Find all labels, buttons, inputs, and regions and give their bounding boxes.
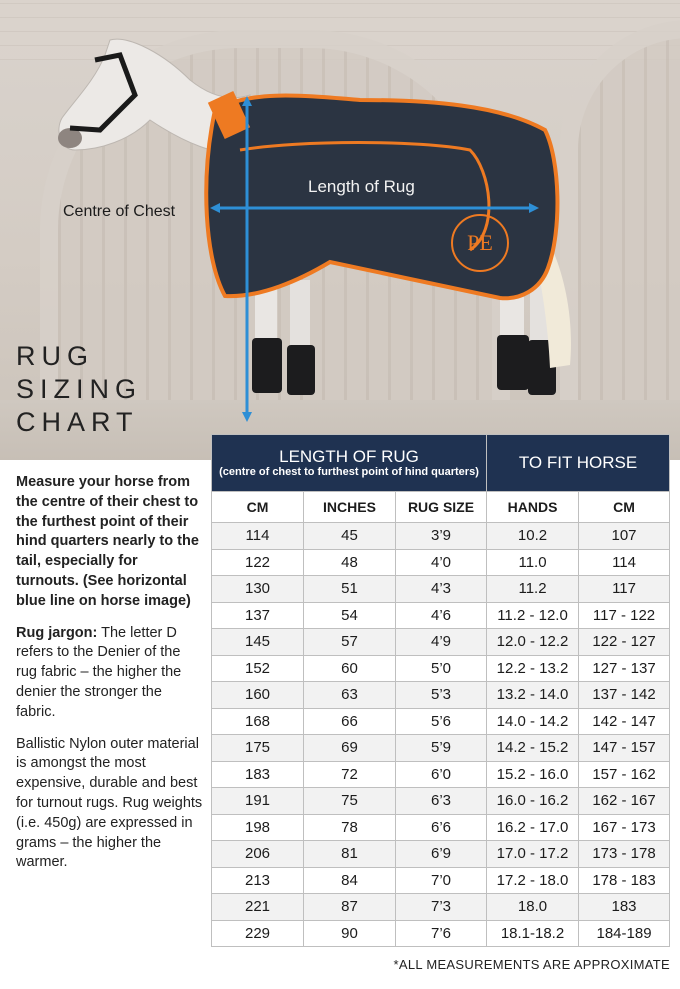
table-cell: 152 — [212, 655, 304, 682]
rug-jargon-lead: Rug jargon: — [16, 624, 98, 641]
table-row — [212, 682, 670, 709]
table-cell: 11.2 — [487, 576, 579, 603]
table-cell: 3’9 — [396, 523, 487, 550]
table-row — [212, 814, 670, 841]
table-row — [212, 523, 670, 550]
table-cell: 191 — [212, 788, 304, 815]
table-cell: 114 — [579, 549, 670, 576]
rug-jargon-paragraph — [16, 624, 204, 723]
table-cell: 16.2 - 17.0 — [487, 814, 579, 841]
table-cell: 167 - 173 — [579, 814, 670, 841]
table-cell: 81 — [304, 841, 396, 868]
measurement-instructions — [16, 473, 204, 885]
horse-photo — [0, 0, 680, 460]
table-row — [212, 788, 670, 815]
table-row — [212, 655, 670, 682]
table-cell: 229 — [212, 920, 304, 947]
col-header-hands: HANDS — [487, 492, 579, 523]
table-cell: 48 — [304, 549, 396, 576]
table-cell: 5’0 — [396, 655, 487, 682]
table-cell: 13.2 - 14.0 — [487, 682, 579, 709]
chart-title — [16, 340, 142, 439]
ballistic-nylon-paragraph: Ballistic Nylon outer material is amongst the most expensive, durable and best for turnout rugs. Rug weights (i.e. 450g) are expressed in grams – the higher the warmer. — [16, 735, 203, 871]
table-cell: 12.2 - 13.2 — [487, 655, 579, 682]
table-cell: 90 — [304, 920, 396, 947]
col-header-cm: CM — [212, 492, 304, 523]
table-cell: 57 — [304, 629, 396, 656]
table-cell: 6’3 — [396, 788, 487, 815]
table-cell: 7’3 — [396, 894, 487, 921]
to-fit-horse-header — [487, 435, 670, 492]
table-row — [212, 708, 670, 735]
table-cell: 5’9 — [396, 735, 487, 762]
to-fit-horse-title: TO FIT HORSE — [518, 453, 638, 472]
table-cell: 4’0 — [396, 549, 487, 576]
table-row — [212, 761, 670, 788]
table-cell: 213 — [212, 867, 304, 894]
title-line-3: CHART — [16, 407, 139, 437]
table-cell: 6’9 — [396, 841, 487, 868]
table-cell: 5’6 — [396, 708, 487, 735]
table-cell: 206 — [212, 841, 304, 868]
table-cell: 198 — [212, 814, 304, 841]
table-cell: 54 — [304, 602, 396, 629]
table-cell: 7’0 — [396, 867, 487, 894]
table-cell: 147 - 157 — [579, 735, 670, 762]
table-cell: 117 - 122 — [579, 602, 670, 629]
table-cell: 84 — [304, 867, 396, 894]
table-cell: 137 — [212, 602, 304, 629]
table-cell: 12.0 - 12.2 — [487, 629, 579, 656]
table-cell: 75 — [304, 788, 396, 815]
table-cell: 127 - 137 — [579, 655, 670, 682]
table-cell: 69 — [304, 735, 396, 762]
table-cell: 183 — [212, 761, 304, 788]
table-cell: 221 — [212, 894, 304, 921]
table-cell: 114 — [212, 523, 304, 550]
sizing-table — [211, 434, 670, 947]
table-cell: 60 — [304, 655, 396, 682]
length-of-rug-header — [212, 435, 487, 492]
table-row — [212, 602, 670, 629]
table-cell: 4’9 — [396, 629, 487, 656]
table-cell: 157 - 162 — [579, 761, 670, 788]
table-cell: 18.0 — [487, 894, 579, 921]
title-line-1: RUG — [16, 341, 94, 371]
table-cell: 7’6 — [396, 920, 487, 947]
table-cell: 175 — [212, 735, 304, 762]
table-cell: 160 — [212, 682, 304, 709]
table-row — [212, 735, 670, 762]
table-cell: 10.2 — [487, 523, 579, 550]
table-column-header — [212, 492, 670, 523]
table-cell: 145 — [212, 629, 304, 656]
centre-of-chest-label: Centre of Chest — [63, 203, 176, 220]
footnote: *ALL MEASUREMENTS ARE APPROXIMATE — [393, 957, 670, 972]
table-cell: 168 — [212, 708, 304, 735]
table-cell: 51 — [304, 576, 396, 603]
table-row — [212, 867, 670, 894]
table-cell: 63 — [304, 682, 396, 709]
table-cell: 66 — [304, 708, 396, 735]
table-cell: 122 — [212, 549, 304, 576]
table-cell: 5’3 — [396, 682, 487, 709]
table-cell: 162 - 167 — [579, 788, 670, 815]
table-cell: 11.2 - 12.0 — [487, 602, 579, 629]
table-cell: 122 - 127 — [579, 629, 670, 656]
table-cell: 178 - 183 — [579, 867, 670, 894]
length-of-rug-title: LENGTH OF RUG — [279, 447, 419, 466]
table-cell: 45 — [304, 523, 396, 550]
table-cell: 14.2 - 15.2 — [487, 735, 579, 762]
table-cell: 17.2 - 18.0 — [487, 867, 579, 894]
table-cell: 142 - 147 — [579, 708, 670, 735]
table-cell: 183 — [579, 894, 670, 921]
table-cell: 18.1-18.2 — [487, 920, 579, 947]
table-row — [212, 629, 670, 656]
table-row — [212, 894, 670, 921]
table-cell: 117 — [579, 576, 670, 603]
table-body — [212, 523, 670, 947]
svg-text:PE: PE — [467, 230, 493, 255]
title-line-2: SIZING — [16, 374, 143, 404]
table-cell: 6’0 — [396, 761, 487, 788]
col-header-horse-cm: CM — [579, 492, 670, 523]
table-cell: 184-189 — [579, 920, 670, 947]
col-header-rug-size: RUG SIZE — [396, 492, 487, 523]
table-row — [212, 841, 670, 868]
table-row — [212, 549, 670, 576]
table-cell: 14.0 - 14.2 — [487, 708, 579, 735]
table-cell: 4’6 — [396, 602, 487, 629]
table-row — [212, 920, 670, 947]
table-cell: 17.0 - 17.2 — [487, 841, 579, 868]
table-cell: 130 — [212, 576, 304, 603]
table-cell: 6’6 — [396, 814, 487, 841]
length-of-rug-label: Length of Rug — [308, 177, 415, 196]
table-cell: 72 — [304, 761, 396, 788]
table-cell: 4’3 — [396, 576, 487, 603]
table-cell: 107 — [579, 523, 670, 550]
table-cell: 78 — [304, 814, 396, 841]
table-cell: 15.2 - 16.0 — [487, 761, 579, 788]
measure-instructions: Measure your horse from the centre of their chest to the furthest point of their hind quarters nearly to the tail, especially for turnouts. (See horizontal blue line on horse image) — [16, 474, 199, 609]
table-cell: 137 - 142 — [579, 682, 670, 709]
table-cell: 11.0 — [487, 549, 579, 576]
table-group-header — [212, 435, 670, 492]
table-cell: 87 — [304, 894, 396, 921]
col-header-inches: INCHES — [304, 492, 396, 523]
table-cell: 16.0 - 16.2 — [487, 788, 579, 815]
table-row — [212, 576, 670, 603]
rug-jargon-text: The letter D refers to the Denier of the rug fabric – the higher the denier the stronger the fabric. — [16, 624, 182, 720]
table-cell: 173 - 178 — [579, 841, 670, 868]
length-of-rug-subtitle: (centre of chest to furthest point of hind quarters) — [219, 466, 479, 478]
